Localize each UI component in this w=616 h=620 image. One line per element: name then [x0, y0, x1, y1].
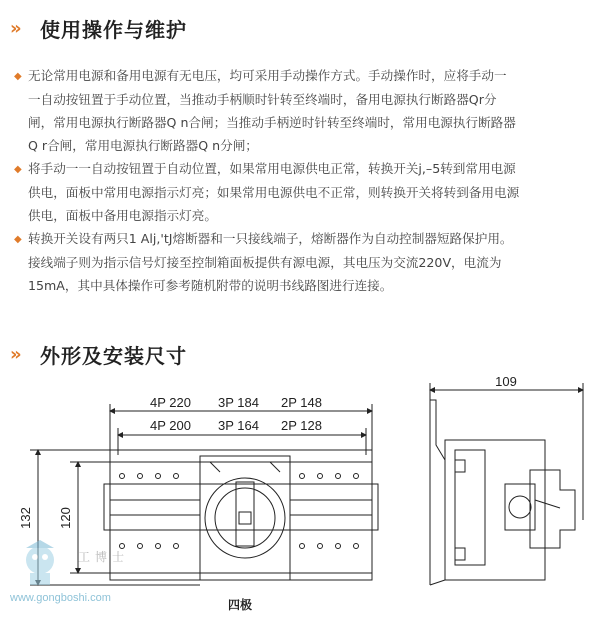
diamond-bullet-icon: ◆: [14, 234, 22, 245]
section-title-text: 使用操作与维护: [40, 18, 187, 42]
dim-label-2p-128: 2P 128: [281, 418, 322, 433]
paragraph-3: ◆ 转换开关设有两只1 Alj,'tJ熔断器和一只接线端子，熔断器作为自动控制器短路保护用。 接线端子则为指示信号灯接至控制箱面板提供有源电源，其电压为交流220V，电流为 15mA，其中具体操作可参考随机附带的说明书线路图进行连接。: [14, 227, 606, 297]
dim-label-109: 109: [495, 374, 517, 389]
paragraph-1: ◆ 无论常用电源和备用电源有无电压，均可采用手动操作方式。手动操作时，应将手动一 一自动按钮置于手动位置，当推动手柄顺时针转至终端时，备用电源执行断路器Qr分 闸，常用电源执行断路器Q n合闸；当推动手柄逆时针转至终端时，常用电源执行断路器 Q r合闸，常用电源执行断路器Q n分闸；: [14, 64, 606, 157]
section-title-text: 外形及安装尺寸: [40, 344, 187, 368]
watermark-logo: [26, 540, 54, 585]
dim-label-4p-220: 4P 220: [150, 395, 191, 410]
paragraph-2: ◆ 将手动一一自动按钮置于自动位置，如果常用电源供电正常，转换开关j,–5转到常用电源 供电，面板中常用电源指示灯亮；如果常用电源供电不正常，则转换开关将转到备用电源 供电，面板中备用电源指示灯亮。: [14, 157, 606, 227]
diamond-bullet-icon: ◆: [14, 164, 22, 175]
diamond-bullet-icon: ◆: [14, 71, 22, 82]
terminal-dots: [120, 474, 359, 549]
watermark-cn-text: 工博士: [78, 550, 130, 564]
side-view-rail: [430, 400, 445, 585]
figure-caption: 四极: [228, 598, 253, 612]
chevron-icon: »: [10, 344, 18, 365]
dim-label-132: 132: [18, 507, 33, 529]
dim-label-2p-148: 2P 148: [281, 395, 322, 410]
dim-label-120: 120: [58, 507, 73, 529]
watermark-url: www.gongboshi.com: [10, 592, 111, 604]
dim-label-3p-184: 3P 184: [218, 395, 259, 410]
chevron-icon: »: [10, 18, 18, 39]
dim-label-4p-200: 4P 200: [150, 418, 191, 433]
dim-label-3p-164: 3P 164: [218, 418, 259, 433]
